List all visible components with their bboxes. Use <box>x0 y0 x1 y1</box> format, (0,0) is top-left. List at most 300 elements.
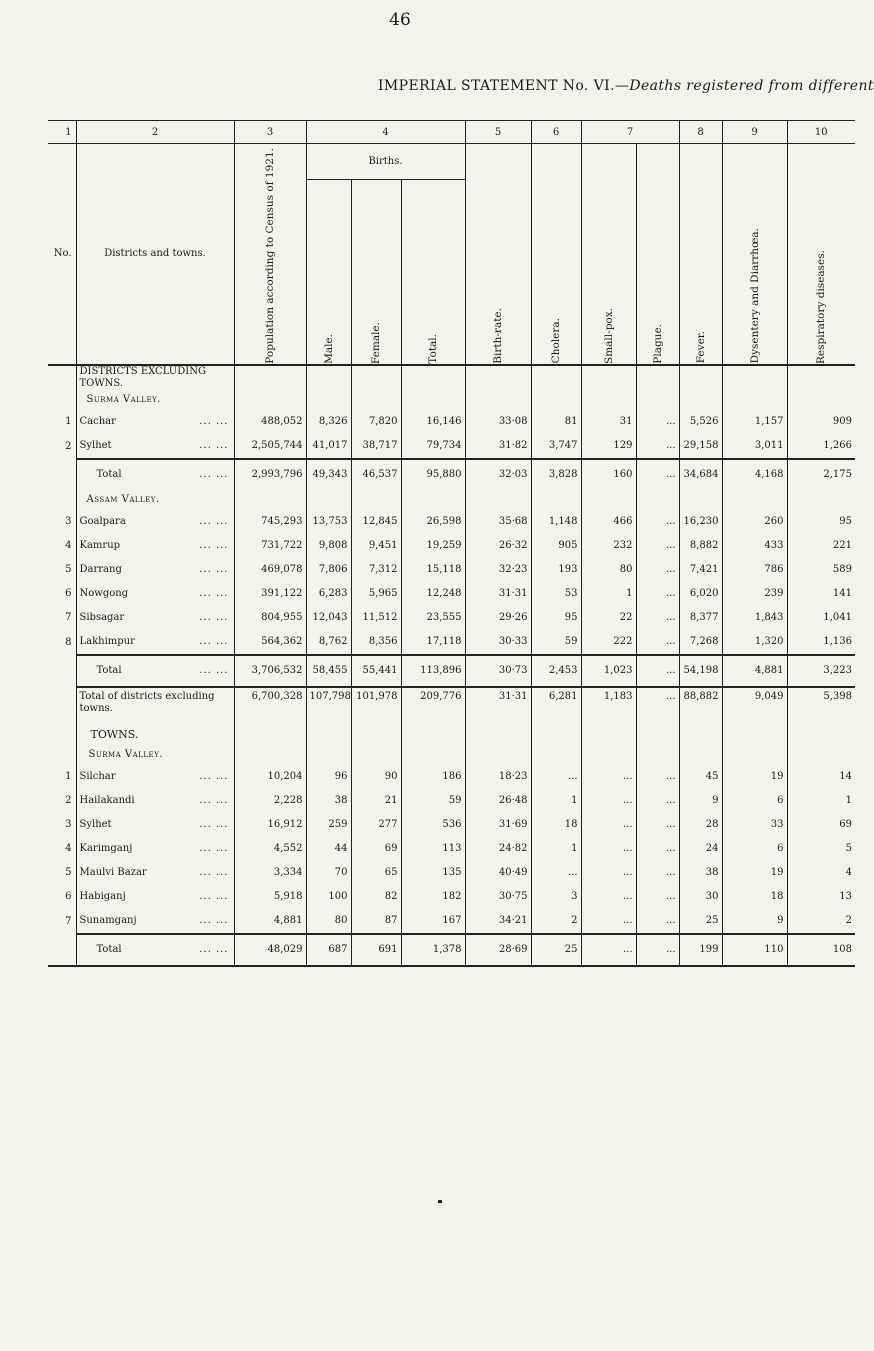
row-name-text: Nowgong <box>79 588 129 600</box>
row-number: 4 <box>65 540 72 552</box>
mortality-statement-table <box>48 120 855 967</box>
cell-cholera: 3 <box>531 885 581 909</box>
col-number: 7 <box>581 121 679 144</box>
cell-pop: 10,204 <box>234 765 306 789</box>
empty-cell <box>531 745 581 765</box>
row-number: 2 <box>65 795 72 807</box>
leader-dots: ... ... <box>199 612 229 624</box>
row-name-text: Sylhet <box>79 819 112 831</box>
empty-cell <box>581 725 636 745</box>
empty-cell <box>531 490 581 510</box>
table-row <box>48 630 855 655</box>
row-name-text: Total <box>96 469 122 481</box>
empty-cell <box>351 745 401 765</box>
col-number: 8 <box>679 121 722 144</box>
cell-female: 65 <box>351 861 401 885</box>
header-respiratory <box>787 144 855 365</box>
row-name-text: Goalpara <box>79 516 126 528</box>
table-row <box>48 510 855 534</box>
row-name-text: Total <box>96 665 122 677</box>
header-female-text: Female. <box>370 321 382 364</box>
header-plague-text: Plague. <box>651 323 664 364</box>
empty-cell <box>306 725 351 745</box>
cell-pop: 4,881 <box>234 909 306 934</box>
cell-dys: 433 <box>722 534 787 558</box>
cell-resp: 2 <box>787 909 855 934</box>
empty-cell <box>679 490 722 510</box>
col-number: 1 <box>48 121 76 144</box>
cell-fever: 9 <box>679 789 722 813</box>
empty-cell <box>351 725 401 745</box>
cell-pop: 488,052 <box>234 410 306 434</box>
caption-italic: Deaths registered from different <box>629 78 874 94</box>
row-name <box>76 655 234 687</box>
empty-cell <box>465 745 531 765</box>
cell-total: 209,776 <box>401 687 465 725</box>
empty-cell <box>531 365 581 390</box>
row-number: 5 <box>65 867 72 879</box>
empty-cell <box>401 745 465 765</box>
cell-fever: 8,882 <box>679 534 722 558</box>
col-number: 5 <box>465 121 531 144</box>
cell-plague: ... <box>636 459 679 490</box>
cell-cholera: 6,281 <box>531 687 581 725</box>
row-name-text: Habiganj <box>79 891 126 903</box>
cell-dys: 9 <box>722 909 787 934</box>
table-row <box>48 534 855 558</box>
header-cholera-text: Cholera. <box>550 318 563 364</box>
cell-dys: 6 <box>722 837 787 861</box>
empty-cell <box>351 490 401 510</box>
empty-cell <box>401 390 465 410</box>
cell-smallpox: ... <box>581 789 636 813</box>
cell-pop: 2,228 <box>234 789 306 813</box>
cell-rate: 34·21 <box>465 909 531 934</box>
cell-smallpox: ... <box>581 934 636 966</box>
cell-plague: ... <box>636 909 679 934</box>
leader-dots: ... ... <box>199 469 229 481</box>
cell-smallpox: ... <box>581 837 636 861</box>
row-name-text: Darrang <box>79 564 122 576</box>
cell-pop: 3,706,532 <box>234 655 306 687</box>
cell-plague: ... <box>636 837 679 861</box>
cell-cholera: 95 <box>531 606 581 630</box>
col-number: 10 <box>787 121 855 144</box>
header-fever-text: Fever. <box>694 331 707 364</box>
empty-cell <box>787 725 855 745</box>
empty-cell <box>465 365 531 390</box>
cell-fever: 24 <box>679 837 722 861</box>
cell-dys: 19 <box>722 765 787 789</box>
row-name-text: Cachar <box>79 416 116 428</box>
row-name <box>76 789 234 813</box>
cell-cholera: ... <box>531 765 581 789</box>
empty-cell <box>234 390 306 410</box>
cell-female: 69 <box>351 837 401 861</box>
cell-resp: 1,136 <box>787 630 855 655</box>
cell-fever: 38 <box>679 861 722 885</box>
cell-cholera: 1 <box>531 837 581 861</box>
cell-pop: 4,552 <box>234 837 306 861</box>
cell-dys: 33 <box>722 813 787 837</box>
cell-resp: 909 <box>787 410 855 434</box>
cell-pop: 3,334 <box>234 861 306 885</box>
cell-female: 90 <box>351 765 401 789</box>
empty-cell <box>722 365 787 390</box>
row-name <box>76 861 234 885</box>
cell-resp: 2,175 <box>787 459 855 490</box>
header-population <box>234 144 306 365</box>
cell-female: 11,512 <box>351 606 401 630</box>
empty-cell <box>234 745 306 765</box>
cell-smallpox: 22 <box>581 606 636 630</box>
header-respiratory-text: Respiratory diseases. <box>815 249 828 364</box>
cell-pop: 564,362 <box>234 630 306 655</box>
total-row <box>48 687 855 725</box>
empty-cell <box>787 490 855 510</box>
cell-cholera: 905 <box>531 534 581 558</box>
cell-rate: 29·26 <box>465 606 531 630</box>
cell-pop: 16,912 <box>234 813 306 837</box>
section-heading: Surma Valley. <box>76 745 234 765</box>
cell-pop: 469,078 <box>234 558 306 582</box>
cell-rate: 32·03 <box>465 459 531 490</box>
cell-total: 26,598 <box>401 510 465 534</box>
cell-cholera: 53 <box>531 582 581 606</box>
empty-cell <box>636 490 679 510</box>
empty-cell <box>581 745 636 765</box>
page-number: 46 <box>389 10 411 30</box>
cell-pop: 48,029 <box>234 934 306 966</box>
table-row <box>48 558 855 582</box>
row-number <box>48 655 76 687</box>
cell-resp: 1,266 <box>787 434 855 459</box>
empty-cell <box>531 390 581 410</box>
cell-dys: 3,011 <box>722 434 787 459</box>
header-male-text: Male. <box>322 333 335 364</box>
row-number <box>48 687 76 725</box>
row-name-text: Total <box>96 944 122 956</box>
empty-cell <box>581 490 636 510</box>
cell-dys: 260 <box>722 510 787 534</box>
cell-male: 6,283 <box>306 582 351 606</box>
cell-rate: 40·49 <box>465 861 531 885</box>
cell-total: 23,555 <box>401 606 465 630</box>
col-number: 3 <box>234 121 306 144</box>
cell-female: 21 <box>351 789 401 813</box>
cell-fever: 7,421 <box>679 558 722 582</box>
total-row <box>48 459 855 490</box>
cell-female: 8,356 <box>351 630 401 655</box>
cell-rate: 18·23 <box>465 765 531 789</box>
section-heading-row <box>48 490 855 510</box>
cell-male: 12,043 <box>306 606 351 630</box>
cell-male: 80 <box>306 909 351 934</box>
cell-female: 12,845 <box>351 510 401 534</box>
empty-cell <box>465 725 531 745</box>
leader-dots: ... ... <box>199 771 229 783</box>
cell-rate: 35·68 <box>465 510 531 534</box>
row-name <box>76 837 234 861</box>
cell-total: 12,248 <box>401 582 465 606</box>
empty-cell <box>679 725 722 745</box>
cell-plague: ... <box>636 558 679 582</box>
empty-cell <box>234 365 306 390</box>
row-name <box>76 459 234 490</box>
row-name-text: Sunamganj <box>79 915 137 927</box>
section-heading-row <box>48 365 855 390</box>
cell-male: 8,762 <box>306 630 351 655</box>
header-districts: Districts and towns. <box>76 144 234 365</box>
table-row <box>48 434 855 459</box>
header-birth-rate-text: Birth-rate. <box>492 308 505 364</box>
cell-resp: 4 <box>787 861 855 885</box>
cell-plague: ... <box>636 813 679 837</box>
section-heading: DISTRICTS EXCLUDING TOWNS. <box>76 365 234 390</box>
statement-caption <box>378 78 874 94</box>
cell-fever: 16,230 <box>679 510 722 534</box>
cell-fever: 34,684 <box>679 459 722 490</box>
no-cell <box>48 745 76 765</box>
cell-cholera: 193 <box>531 558 581 582</box>
cell-pop: 745,293 <box>234 510 306 534</box>
cell-fever: 30 <box>679 885 722 909</box>
empty-cell <box>679 365 722 390</box>
table-row <box>48 885 855 909</box>
print-mark <box>438 1200 442 1203</box>
cell-resp: 69 <box>787 813 855 837</box>
row-name <box>76 558 234 582</box>
cell-female: 277 <box>351 813 401 837</box>
table-row <box>48 765 855 789</box>
cell-resp: 3,223 <box>787 655 855 687</box>
cell-smallpox: 1,183 <box>581 687 636 725</box>
cell-rate: 31·69 <box>465 813 531 837</box>
cell-total: 19,259 <box>401 534 465 558</box>
cell-total: 113 <box>401 837 465 861</box>
empty-cell <box>306 745 351 765</box>
cell-female: 9,451 <box>351 534 401 558</box>
empty-cell <box>465 390 531 410</box>
cell-total: 79,734 <box>401 434 465 459</box>
cell-male: 687 <box>306 934 351 966</box>
cell-male: 7,806 <box>306 558 351 582</box>
cell-male: 41,017 <box>306 434 351 459</box>
cell-female: 46,537 <box>351 459 401 490</box>
cell-smallpox: ... <box>581 885 636 909</box>
cell-fever: 7,268 <box>679 630 722 655</box>
leader-dots: ... ... <box>199 416 229 428</box>
cell-cholera: 2,453 <box>531 655 581 687</box>
cell-cholera: 81 <box>531 410 581 434</box>
leader-dots: ... ... <box>199 819 229 831</box>
row-number: 3 <box>65 819 72 831</box>
cell-plague: ... <box>636 789 679 813</box>
empty-cell <box>722 725 787 745</box>
header-female <box>351 179 401 365</box>
header-small-pox-text: Small-pox. <box>602 307 615 364</box>
no-cell <box>48 490 76 510</box>
col-number: 9 <box>722 121 787 144</box>
cell-rate: 26·32 <box>465 534 531 558</box>
cell-cholera: 18 <box>531 813 581 837</box>
header-total-text: Total. <box>427 334 439 364</box>
leader-dots: ... ... <box>199 891 229 903</box>
cell-smallpox: 1 <box>581 582 636 606</box>
row-name-text: Hailakandi <box>79 795 135 807</box>
leader-dots: ... ... <box>199 915 229 927</box>
section-heading: Assam Valley. <box>76 490 234 510</box>
cell-rate: 28·69 <box>465 934 531 966</box>
cell-plague: ... <box>636 534 679 558</box>
col-number: 6 <box>531 121 581 144</box>
empty-cell <box>787 745 855 765</box>
cell-rate: 32·23 <box>465 558 531 582</box>
cell-male: 96 <box>306 765 351 789</box>
row-number: 7 <box>65 612 72 624</box>
empty-cell <box>787 390 855 410</box>
empty-cell <box>465 490 531 510</box>
cell-male: 13,753 <box>306 510 351 534</box>
cell-smallpox: 1,023 <box>581 655 636 687</box>
section-heading: Surma Valley. <box>76 390 234 410</box>
table-row <box>48 410 855 434</box>
col-number: 2 <box>76 121 234 144</box>
no-cell <box>48 390 76 410</box>
table-row <box>48 789 855 813</box>
cell-dys: 4,881 <box>722 655 787 687</box>
empty-cell <box>306 390 351 410</box>
leader-dots: ... ... <box>199 867 229 879</box>
cell-dys: 110 <box>722 934 787 966</box>
cell-female: 691 <box>351 934 401 966</box>
cell-resp: 95 <box>787 510 855 534</box>
empty-cell <box>722 490 787 510</box>
cell-male: 9,808 <box>306 534 351 558</box>
cell-resp: 5 <box>787 837 855 861</box>
row-name-text: Total of districts excluding towns. <box>79 690 215 714</box>
cell-plague: ... <box>636 630 679 655</box>
cell-plague: ... <box>636 885 679 909</box>
row-name <box>76 410 234 434</box>
cell-plague: ... <box>636 582 679 606</box>
table-row <box>48 582 855 606</box>
leader-dots: ... ... <box>199 440 229 452</box>
row-name <box>76 510 234 534</box>
column-number-row <box>48 121 855 144</box>
empty-cell <box>636 745 679 765</box>
leader-dots: ... ... <box>199 795 229 807</box>
leader-dots: ... ... <box>199 665 229 677</box>
leader-dots: ... ... <box>199 540 229 552</box>
row-number: 3 <box>65 516 72 528</box>
cell-pop: 5,918 <box>234 885 306 909</box>
empty-cell <box>401 365 465 390</box>
cell-total: 16,146 <box>401 410 465 434</box>
cell-plague: ... <box>636 655 679 687</box>
cell-male: 49,343 <box>306 459 351 490</box>
cell-dys: 6 <box>722 789 787 813</box>
section-heading: TOWNS. <box>76 725 234 745</box>
cell-fever: 45 <box>679 765 722 789</box>
row-number: 8 <box>65 636 72 648</box>
header-total <box>401 179 465 365</box>
cell-dys: 786 <box>722 558 787 582</box>
cell-dys: 18 <box>722 885 787 909</box>
row-name <box>76 765 234 789</box>
row-name <box>76 582 234 606</box>
row-name-text: Sibsagar <box>79 612 125 624</box>
cell-cholera: 1 <box>531 789 581 813</box>
cell-pop: 6,700,328 <box>234 687 306 725</box>
empty-cell <box>351 390 401 410</box>
cell-female: 7,820 <box>351 410 401 434</box>
cell-dys: 19 <box>722 861 787 885</box>
cell-resp: 1 <box>787 789 855 813</box>
header-no: No. <box>48 144 76 365</box>
header-population-text: Population according to Census of 1921. <box>264 148 276 364</box>
cell-total: 186 <box>401 765 465 789</box>
empty-cell <box>636 725 679 745</box>
cell-total: 536 <box>401 813 465 837</box>
cell-female: 7,312 <box>351 558 401 582</box>
row-name-text: Maulvi Bazar <box>79 867 147 879</box>
cell-pop: 2,505,744 <box>234 434 306 459</box>
total-row <box>48 934 855 966</box>
cell-resp: 13 <box>787 885 855 909</box>
cell-cholera: 59 <box>531 630 581 655</box>
cell-male: 38 <box>306 789 351 813</box>
row-name <box>76 630 234 655</box>
caption-prefix: IMPERIAL STATEMENT No. VI.— <box>378 78 630 94</box>
row-number: 7 <box>65 915 72 927</box>
header-births: Births. <box>306 144 465 180</box>
row-number: 1 <box>65 771 72 783</box>
leader-dots: ... ... <box>199 588 229 600</box>
cell-rate: 31·82 <box>465 434 531 459</box>
row-name <box>76 885 234 909</box>
cell-plague: ... <box>636 861 679 885</box>
cell-plague: ... <box>636 510 679 534</box>
row-name <box>76 687 234 725</box>
cell-smallpox: 160 <box>581 459 636 490</box>
cell-smallpox: ... <box>581 813 636 837</box>
row-name-text: Kamrup <box>79 540 121 552</box>
leader-dots: ... ... <box>199 636 229 648</box>
header-cholera <box>531 144 581 365</box>
cell-rate: 26·48 <box>465 789 531 813</box>
cell-rate: 24·82 <box>465 837 531 861</box>
empty-cell <box>679 745 722 765</box>
cell-total: 167 <box>401 909 465 934</box>
table-body <box>48 365 855 966</box>
cell-rate: 30·33 <box>465 630 531 655</box>
cell-pop: 391,122 <box>234 582 306 606</box>
cell-total: 15,118 <box>401 558 465 582</box>
cell-cholera: 1,148 <box>531 510 581 534</box>
table-row <box>48 909 855 934</box>
cell-total: 1,378 <box>401 934 465 966</box>
cell-plague: ... <box>636 606 679 630</box>
section-heading-row <box>48 390 855 410</box>
cell-rate: 33·08 <box>465 410 531 434</box>
cell-pop: 731,722 <box>234 534 306 558</box>
cell-resp: 5,398 <box>787 687 855 725</box>
cell-fever: 29,158 <box>679 434 722 459</box>
row-name <box>76 434 234 459</box>
cell-total: 59 <box>401 789 465 813</box>
cell-rate: 31·31 <box>465 687 531 725</box>
